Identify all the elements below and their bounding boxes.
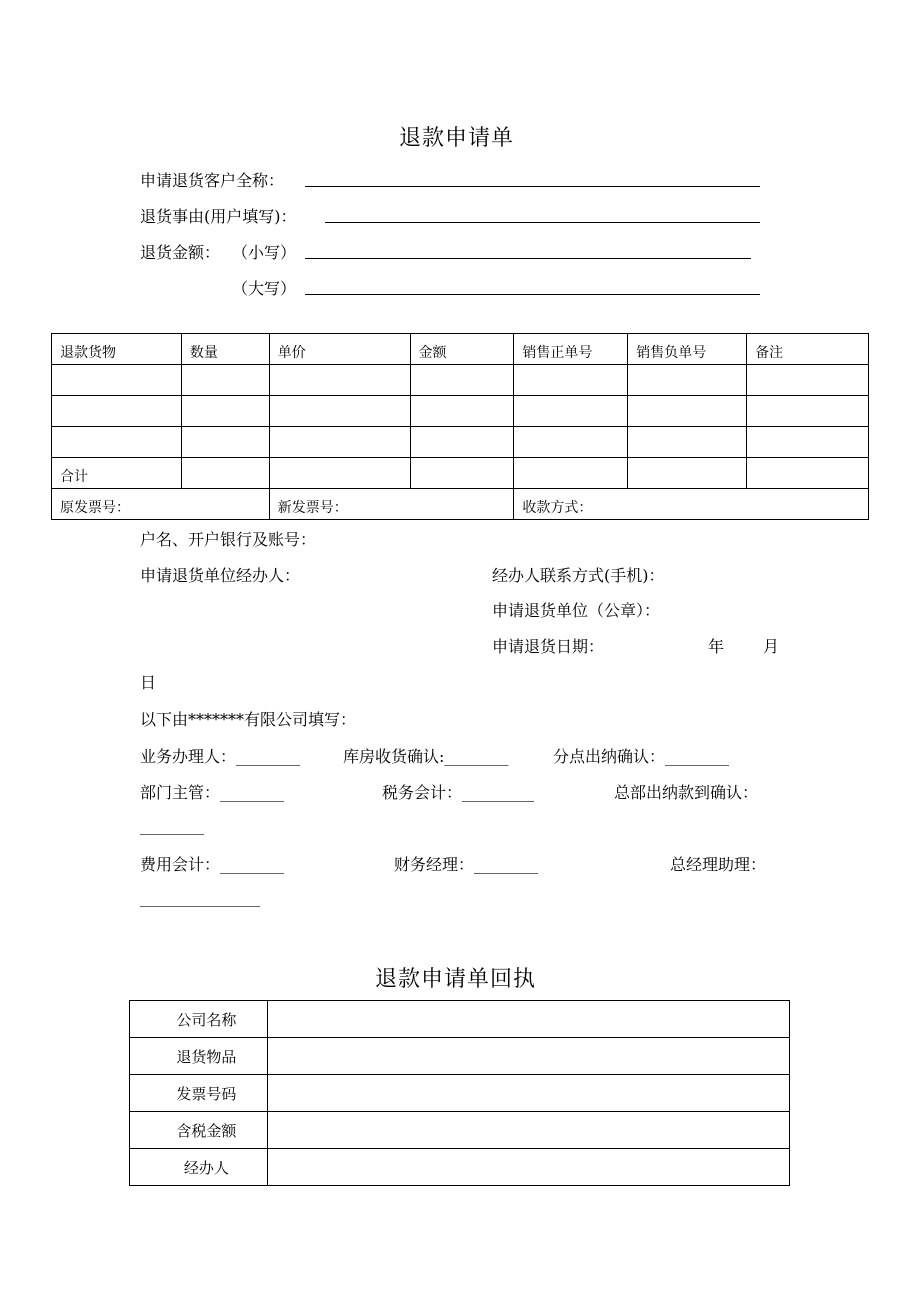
receipt-label: 发票号码 (130, 1075, 268, 1112)
table-cell[interactable] (269, 365, 410, 396)
amount-label: 退货金额： (140, 243, 221, 262)
receipt-value-cell[interactable] (267, 1038, 789, 1075)
table-cell[interactable] (514, 427, 628, 458)
new-invoice-cell[interactable]: 新发票号： (269, 489, 514, 520)
receipt-table (129, 1000, 790, 1186)
receipt-row (130, 1149, 790, 1186)
original-invoice-cell[interactable]: 原发票号： (52, 489, 270, 520)
table-cell[interactable] (181, 427, 269, 458)
total-row (52, 458, 869, 489)
receipt-label: 公司名称 (130, 1001, 268, 1038)
amount-large-line[interactable] (305, 294, 760, 295)
return-reason-label: 退货事由(用户填写)： (140, 207, 297, 226)
table-cell[interactable] (181, 365, 269, 396)
date-year: 年 (708, 637, 725, 656)
receipt-row (130, 1112, 790, 1149)
applicant-handler-label: 申请退货单位经办人： (140, 566, 301, 585)
dept-manager-field[interactable]: 部门主管：________ (140, 783, 285, 802)
table-cell[interactable] (514, 365, 628, 396)
gm-assistant-label: 总经理助理： (670, 855, 767, 874)
receipt-label: 经办人 (130, 1149, 268, 1186)
table-cell[interactable] (410, 458, 514, 489)
table-cell[interactable] (52, 427, 182, 458)
handler-contact-label: 经办人联系方式(手机)： (492, 566, 665, 585)
table-cell[interactable] (269, 458, 410, 489)
branch-cashier-field[interactable]: 分点出纳确认：________ (553, 747, 730, 766)
table-cell[interactable] (747, 458, 869, 489)
tax-accountant-field[interactable]: 税务会计：_________ (382, 783, 535, 802)
expense-accountant-field[interactable]: 费用会计：________ (140, 855, 285, 874)
header-cell: 备注 (747, 334, 869, 365)
table-cell[interactable] (628, 396, 747, 427)
receipt-row (130, 1038, 790, 1075)
date-day: 日 (140, 673, 157, 692)
table-header-row (52, 334, 869, 365)
table-cell[interactable] (410, 427, 514, 458)
hq-cashier-blank[interactable]: ________ (140, 816, 204, 835)
amount-small-label: （小写） (232, 243, 297, 262)
table-cell[interactable] (52, 396, 182, 427)
table-cell[interactable] (410, 396, 514, 427)
receipt-row (130, 1075, 790, 1112)
table-cell[interactable] (628, 427, 747, 458)
invoice-row (52, 489, 869, 520)
receipt-value-cell[interactable] (267, 1112, 789, 1149)
table-cell[interactable] (747, 427, 869, 458)
table-cell[interactable] (269, 396, 410, 427)
payment-method-cell[interactable]: 收款方式： (514, 489, 869, 520)
total-label-cell: 合计 (52, 458, 182, 489)
receipt-row (130, 1001, 790, 1038)
account-info-label: 户名、开户银行及账号： (140, 530, 317, 549)
table-cell[interactable] (747, 396, 869, 427)
header-cell: 金额 (410, 334, 514, 365)
return-date-label: 申请退货日期： (492, 637, 605, 656)
finance-manager-field[interactable]: 财务经理：________ (394, 855, 539, 874)
table-cell[interactable] (52, 365, 182, 396)
table-cell[interactable] (269, 427, 410, 458)
table-cell[interactable] (628, 458, 747, 489)
table-cell[interactable] (410, 365, 514, 396)
header-cell: 销售正单号 (514, 334, 628, 365)
return-reason-line[interactable] (325, 222, 760, 223)
table-cell[interactable] (628, 365, 747, 396)
table-row (52, 365, 869, 396)
table-cell[interactable] (747, 365, 869, 396)
header-cell: 单价 (269, 334, 410, 365)
table-cell[interactable] (181, 396, 269, 427)
table-cell[interactable] (181, 458, 269, 489)
amount-small-line[interactable] (305, 258, 751, 259)
header-cell: 数量 (181, 334, 269, 365)
receipt-value-cell[interactable] (267, 1075, 789, 1112)
table-row (52, 396, 869, 427)
customer-name-label: 申请退货客户全称： (140, 171, 285, 190)
header-cell: 退款货物 (52, 334, 182, 365)
refund-items-table (51, 333, 869, 520)
customer-name-line[interactable] (305, 186, 760, 187)
warehouse-confirm-field[interactable]: 库房收货确认:________ (343, 747, 509, 766)
receipt-value-cell[interactable] (267, 1149, 789, 1186)
table-cell[interactable] (514, 458, 628, 489)
receipt-label: 含税金额 (130, 1112, 268, 1149)
company-seal-label: 申请退货单位（公章）： (492, 601, 661, 620)
gm-assistant-blank[interactable]: _______________ (140, 888, 260, 907)
amount-large-label: （大写） (232, 279, 297, 298)
receipt-label: 退货物品 (130, 1038, 268, 1075)
business-handler-field[interactable]: 业务办理人：________ (140, 747, 301, 766)
receipt-title: 退款申请单回执 (375, 967, 537, 992)
table-cell[interactable] (514, 396, 628, 427)
table-row (52, 427, 869, 458)
receipt-value-cell[interactable] (267, 1001, 789, 1038)
company-fill-note: 以下由*******有限公司填写： (140, 710, 357, 729)
hq-cashier-label: 总部出纳款到确认： (614, 783, 759, 802)
header-cell: 销售负单号 (628, 334, 747, 365)
form-title: 退款申请单 (399, 126, 515, 151)
date-month: 月 (763, 637, 780, 656)
